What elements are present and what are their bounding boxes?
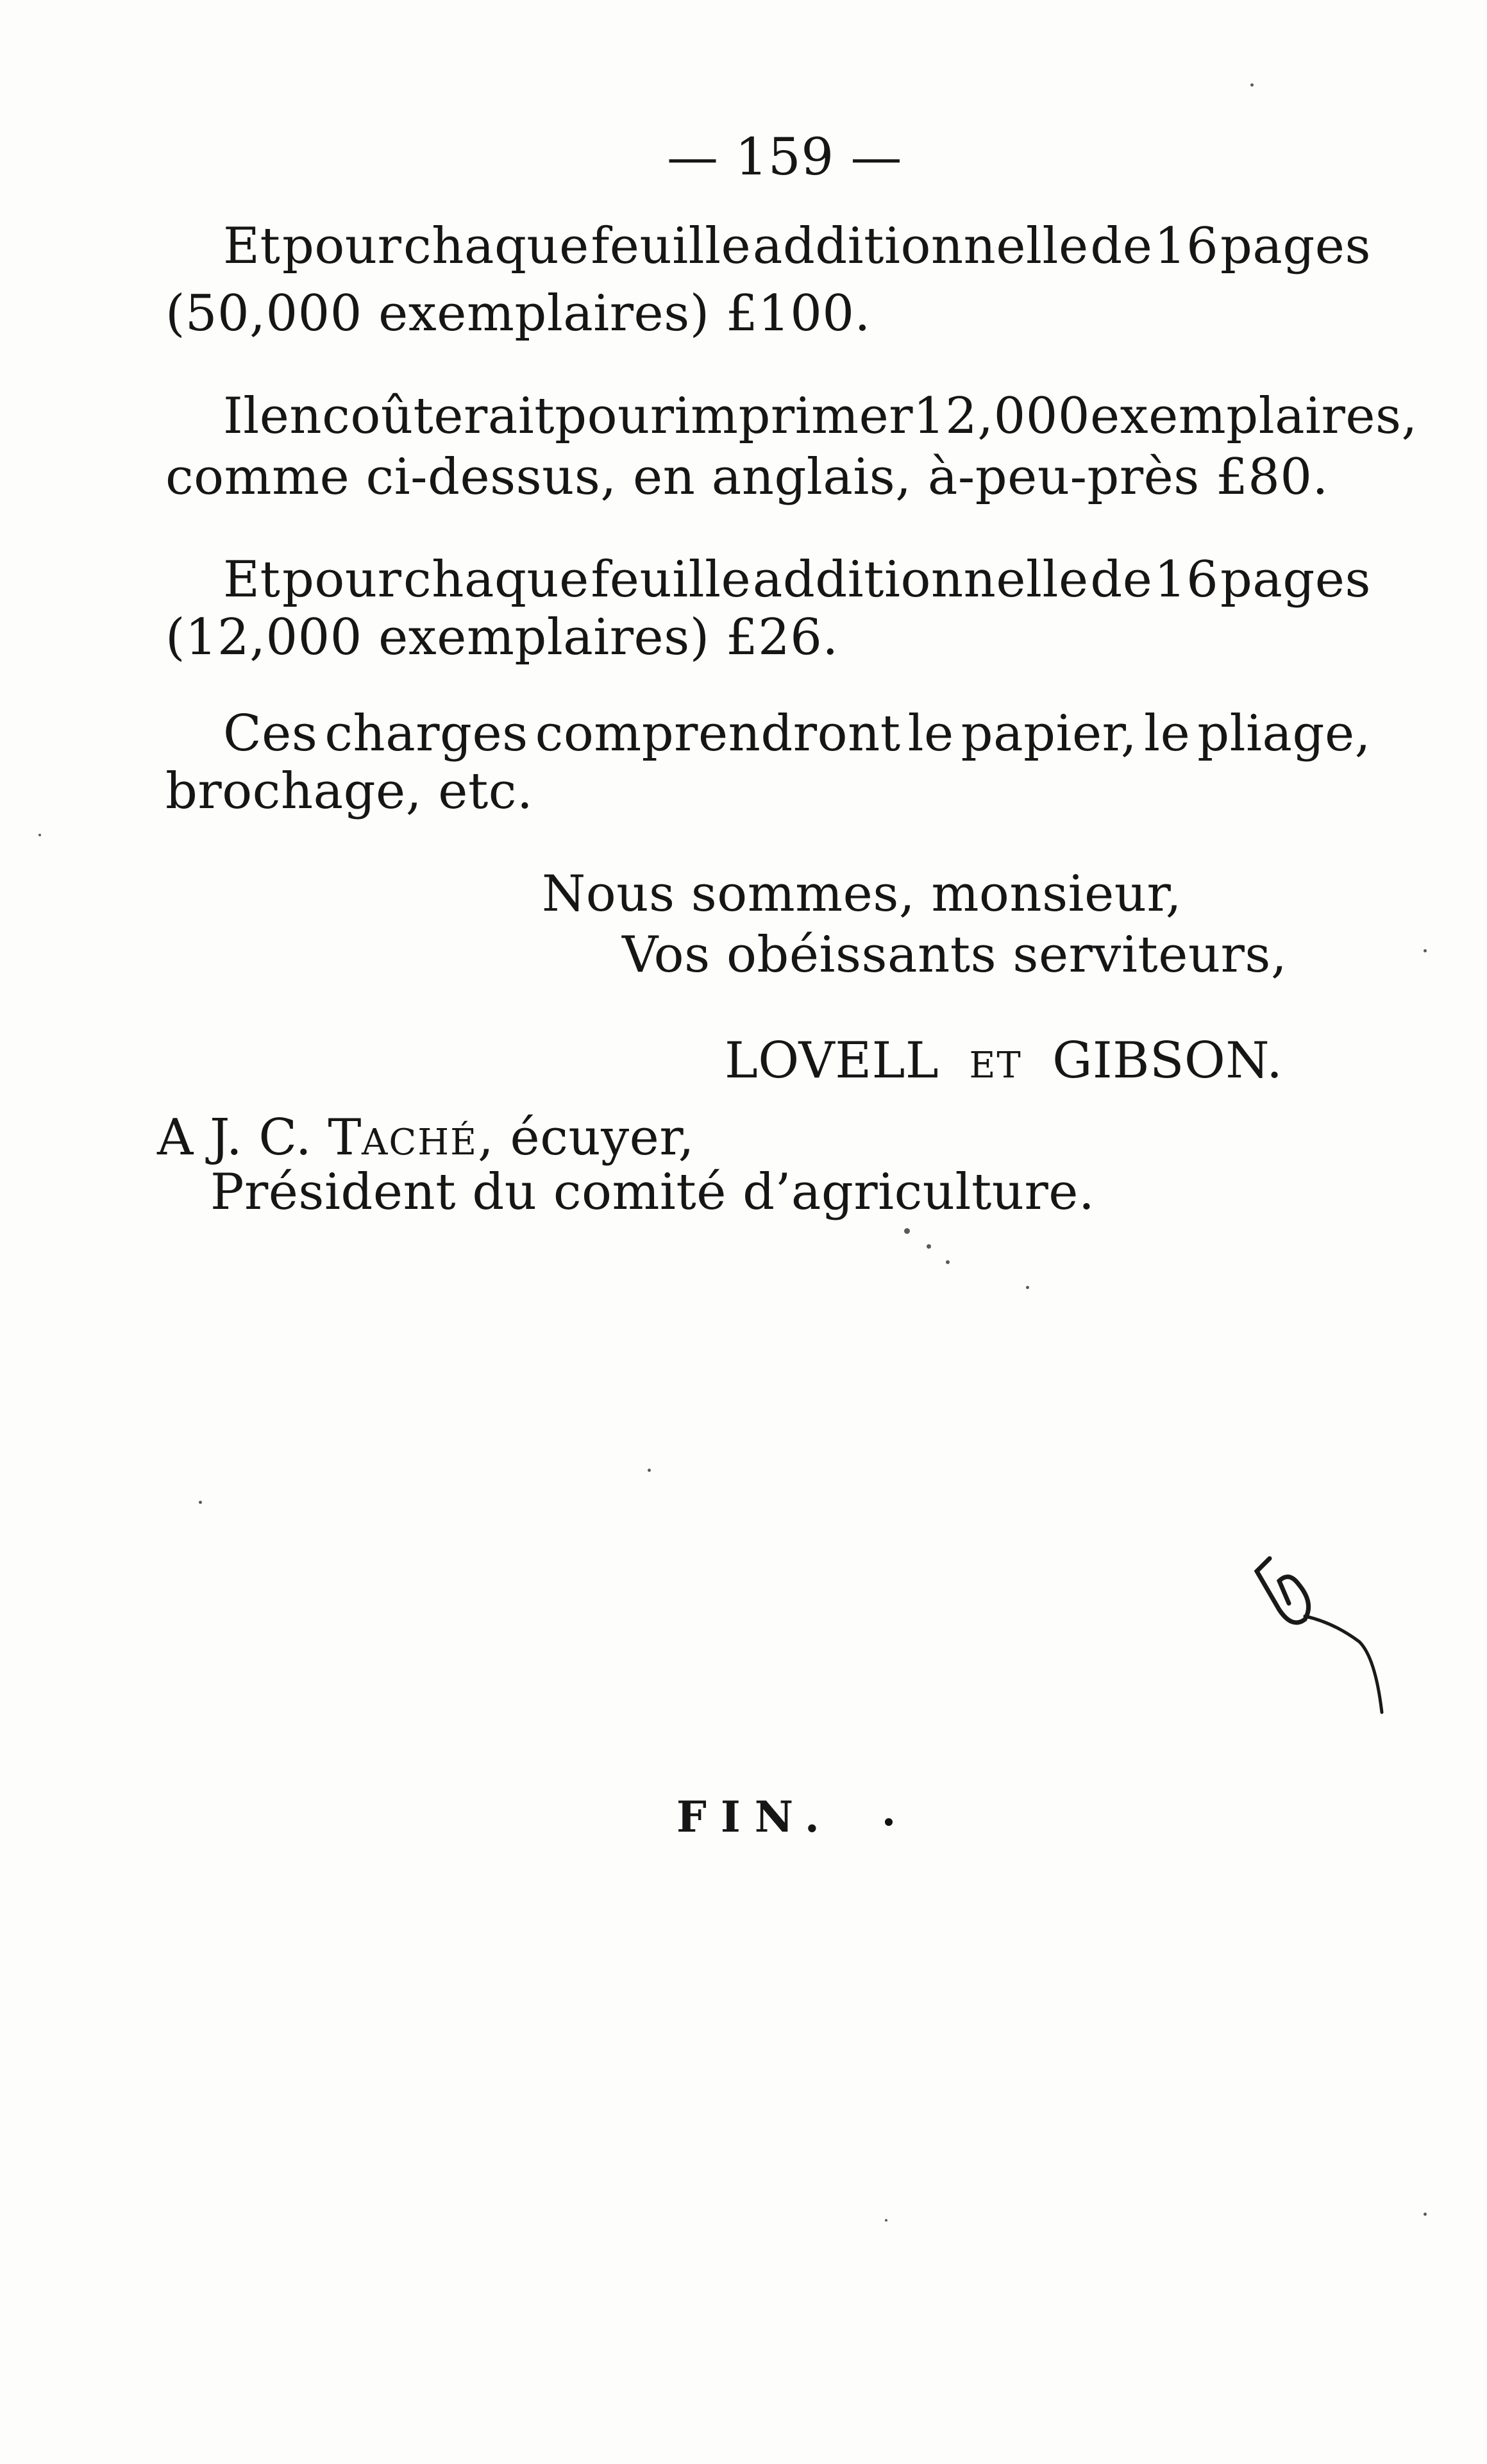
paragraph-4-line-1 bbox=[223, 705, 1371, 763]
speck bbox=[648, 1469, 651, 1472]
word: additionnelle bbox=[752, 551, 1089, 609]
word: de bbox=[1090, 217, 1153, 275]
addressee-line-1 bbox=[157, 1109, 694, 1167]
addressee-suffix: , écuyer, bbox=[477, 1109, 694, 1167]
word: additionnelle bbox=[752, 217, 1089, 275]
word: Ces bbox=[223, 705, 318, 763]
addressee-surname-smallcaps: ACHÉ bbox=[361, 1122, 478, 1163]
word: pliage, bbox=[1197, 705, 1371, 763]
paragraph-3-line-2: (12,000 exemplaires) £26. bbox=[165, 609, 839, 666]
word: en bbox=[259, 387, 323, 445]
word: Il bbox=[223, 387, 260, 445]
word: 16 bbox=[1154, 217, 1219, 275]
signature-name-1: LOVELL bbox=[725, 1032, 939, 1090]
speck bbox=[946, 1260, 950, 1264]
signature bbox=[725, 1032, 1283, 1090]
word: feuille bbox=[591, 217, 752, 275]
page-number: — 159 — bbox=[667, 127, 903, 187]
speck bbox=[885, 2219, 887, 2222]
paragraph-1-line-2: (50,000 exemplaires) £100. bbox=[165, 285, 871, 342]
word: exemplaires, bbox=[1089, 387, 1418, 445]
paragraph-2-line-2: comme ci-dessus, en anglais, à-peu-près £80. bbox=[165, 448, 1329, 506]
word: le bbox=[907, 705, 954, 763]
word: pour bbox=[281, 217, 402, 275]
word: le bbox=[1144, 705, 1191, 763]
speck bbox=[904, 1228, 910, 1234]
word: coûterait bbox=[322, 387, 555, 445]
word: charges bbox=[324, 705, 528, 763]
word: de bbox=[1090, 551, 1153, 609]
ink-scribble-mark bbox=[1244, 1546, 1436, 1738]
speck bbox=[38, 834, 41, 836]
word: 16 bbox=[1154, 551, 1219, 609]
word: chaque bbox=[403, 217, 589, 275]
word: pages bbox=[1220, 551, 1371, 609]
signature-name-2: GIBSON. bbox=[1052, 1032, 1283, 1090]
word: imprimer bbox=[674, 387, 914, 445]
word: feuille bbox=[591, 551, 752, 609]
word: Et bbox=[223, 551, 281, 609]
closing-line-1: Nous sommes, monsieur, bbox=[542, 865, 1182, 923]
paragraph-4-line-2: brochage, etc. bbox=[165, 763, 533, 820]
speck bbox=[1026, 1286, 1029, 1289]
speck bbox=[885, 1818, 893, 1826]
word: papier, bbox=[961, 705, 1138, 763]
signature-conjunction: ET bbox=[969, 1045, 1022, 1086]
word: comprendront bbox=[535, 705, 901, 763]
end-text: FIN. bbox=[676, 1792, 834, 1842]
word: pour bbox=[555, 387, 675, 445]
speck bbox=[199, 1501, 202, 1504]
speck bbox=[1250, 83, 1254, 87]
speck bbox=[927, 1244, 931, 1249]
closing-line-2: Vos obéissants serviteurs, bbox=[622, 926, 1288, 984]
word: pages bbox=[1220, 217, 1371, 275]
word: chaque bbox=[403, 551, 589, 609]
paragraph-1-line-1 bbox=[223, 217, 1371, 275]
addressee-line-2: Président du comité d’agriculture. bbox=[210, 1163, 1095, 1221]
speck bbox=[1424, 2213, 1427, 2216]
word: pour bbox=[281, 551, 402, 609]
word: Et bbox=[223, 217, 281, 275]
paragraph-2-line-1 bbox=[223, 387, 1418, 445]
paragraph-3-line-1 bbox=[223, 551, 1371, 609]
addressee-prefix: A J. C. T bbox=[157, 1109, 362, 1167]
word: 12,000 bbox=[913, 387, 1090, 445]
speck bbox=[1424, 949, 1427, 952]
